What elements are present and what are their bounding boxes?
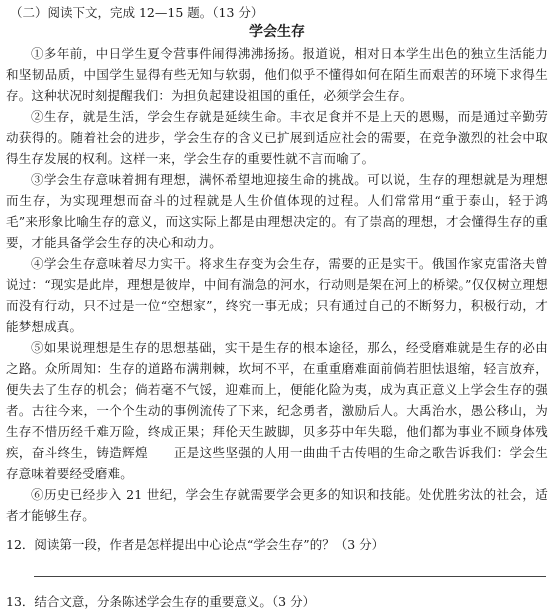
section-heading: （二）阅读下文，完成 12—15 题。（13 分） [10,5,264,20]
answer-line-12[interactable] [34,554,546,577]
question-13: 13．结合文意，分条陈述学会生存的重要意义。（3 分） [6,594,316,609]
paragraph-2: ②生存，就是生活，学会生存就是延续生命。丰衣足食并不是上天的恩赐，而是通过辛勤劳动获得的。随着社会的进步，学会生存的含义已扩展到适应社会的需要，在竞争激烈的社会中取得生存发展的权利。这样一来，学会生存的重要性就不言而喻了。 [6,109,548,166]
paragraph-1: ①多年前，中日学生夏令营事件闹得沸沸扬扬。报道说，相对日本学生出色的独立生活能力和坚韧品质，中国学生显得有些无知与软弱，他们似乎不懂得如何在陌生而艰苦的环境下求得生存。这种状况时刻提醒我们：为担负起建设祖国的重任，必须学会生存。 [6,46,548,103]
question-12: 12．阅读第一段，作者是怎样提出中心论点“学会生存”的？（3 分） [6,537,385,552]
article-title: 学会生存 [249,24,305,40]
paragraph-5: ⑤如果说理想是生存的思想基础，实干是生存的根本途径，那么，经受磨难就是生存的必由之路。众所周知：生存的道路布满荆棘，坎坷不平，在重重磨难面前倘若胆怯退缩，轻言放弃，便失去了生存的机会；倘若毫不气馁，迎难而上，便能化险为夷，成为真正意义上学会生存的强者。古往今来，一个个生动的事例流传了下来，纪念勇者，激励后人。大禹治水，愚公移山，为生存不惜历经千难万险，终成正果；拜伦天生跛脚，贝多芬中年失聪，他们都为事业不顾身体残疾，奋斗终生，铸造辉煌 正是这些坚强的人用一曲曲千古传唱的生命之歌告诉我们：学会生存意味着要经受磨难。 [6,340,548,481]
paragraph-6: ⑥历史已经步入 21 世纪，学会生存就需要学会更多的知识和技能。处优胜劣汰的社会，适者才能够生存。 [6,487,548,523]
paragraph-3: ③学会生存意味着拥有理想，满怀希望地迎接生命的挑战。可以说，生存的理想就是为理想而生存，为实现理想而奋斗的过程就是人生价值体现的过程。人们常常用“重于泰山，轻于鸿毛”来形象比喻生存的意义，而这实际上都是由理想决定的。有了崇高的理想，才会懂得生存的重要，才能具备学会生存的决心和动力。 [6,172,548,250]
paragraph-4: ④学会生存意味着尽力实干。将求生存变为会生存，需要的正是实干。俄国作家克雷洛夫曾说过：“现实是此岸，理想是彼岸，中间有湍急的河水，行动则是架在河上的桥梁。”仅仅树立理想而没有行动，只不过是一位“空想家”，终究一事无成；只有通过自己的不断努力，积极行动，才能梦想成真。 [6,256,548,334]
